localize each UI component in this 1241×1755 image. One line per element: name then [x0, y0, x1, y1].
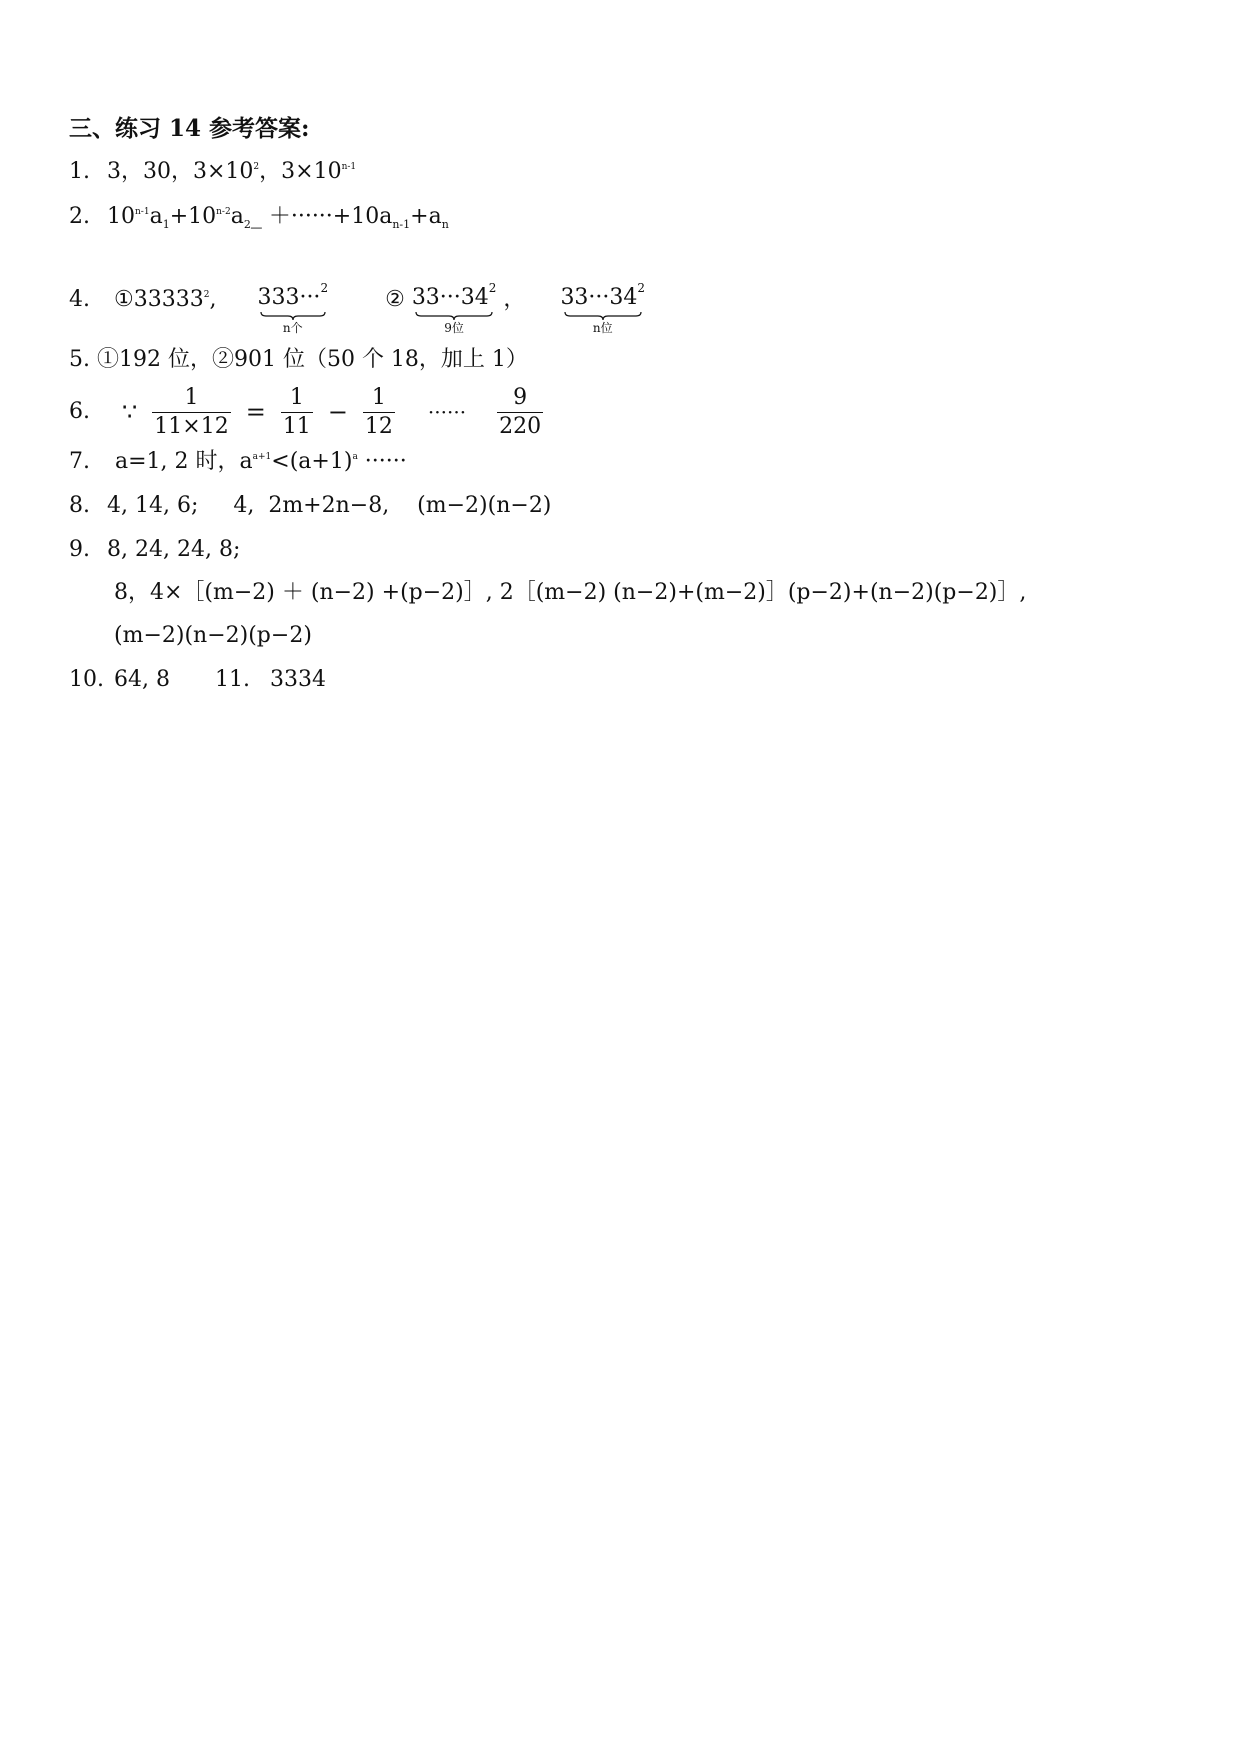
fraction-1: $\frac{1}{11\times 12}$	[154, 384, 229, 439]
fraction-4: $\frac{9}{220}$	[499, 384, 542, 439]
answer-7: 7. a=1, 2 时，$a^{a+1}<(a+1)^a$ ······	[69, 447, 407, 477]
fraction-2: $\frac{1}{11}$	[282, 384, 311, 439]
fraction-3: $\frac{1}{12}$	[364, 384, 393, 439]
underbrace-1: 333···$^2$ n个	[257, 281, 329, 335]
because-symbol: ∵	[122, 398, 138, 426]
underbrace-3: $33\cdot\cdot\cdot 34^2$ n位	[560, 281, 646, 335]
underbrace-3-icon	[564, 311, 642, 321]
answer-10-11: 10. 64, 8 11. 3334	[69, 665, 326, 695]
answer-8: 8. 4, 14, 6; 4, 2m+2n−8, (m−2)(n−2)	[69, 491, 551, 521]
answer-9: 9. 8, 24, 24, 8;	[69, 535, 240, 565]
answer-1: 1. 3，30，$3\times 10^2$，$3\times 10^{n-1}$	[69, 157, 356, 187]
underbrace-2: $33\cdot\cdot\cdot 34^2$ 9位	[411, 281, 497, 335]
answer-4-number: 4.	[69, 287, 90, 312]
answer-11-number: 11.	[215, 667, 250, 692]
answer-2: 2. $10^{n-1}a_1+10^{n-2}a_2\_ +\cdot\cdot\cdot\cdot\cdot\cdot+10a_{n-1}+a_n$	[69, 204, 449, 231]
answer-1-number: 1.	[69, 159, 90, 184]
answer-9-line-3: (m−2)(n−2)(p−2)	[114, 623, 312, 648]
answer-10-number: 10.	[69, 667, 104, 692]
circle-two: ②	[385, 287, 405, 312]
answer-7-number: 7.	[69, 449, 90, 474]
answer-6: 6. ∵ $\frac{1}{11\times 12}$ = $\frac{1}{11}$ − $\frac{1}{12}$ ······ $\frac{9}{220}$	[69, 382, 547, 442]
underbrace-2-icon	[415, 311, 493, 321]
answer-2-number: 2.	[69, 204, 90, 229]
answer-4-part1: ①33333$^2$,	[114, 287, 217, 312]
section-title: 三、练习 14 参考答案:	[69, 115, 310, 142]
answer-6-number: 6.	[69, 399, 90, 424]
answer-4: 4. ①33333$^2$, 333···$^2$ n个 ② $33\cdot\cdot\cdot 34^2$ 9位 ， $33\cdot\cdot\cdot 34^2$ n位	[69, 281, 646, 335]
underbrace-1-icon	[260, 311, 326, 321]
answer-9-line-2: 8，4×［(m−2) ＋ (n−2) +(p−2)］, 2［(m−2) (n−2)+(m−2)］(p−2)+(n−2)(p−2)］,	[114, 580, 1027, 605]
answer-9-number: 9.	[69, 537, 90, 562]
answer-8-number: 8.	[69, 493, 90, 518]
answer-5: 5. ①192 位，②901 位（50 个 18，加上 1）	[69, 347, 528, 372]
